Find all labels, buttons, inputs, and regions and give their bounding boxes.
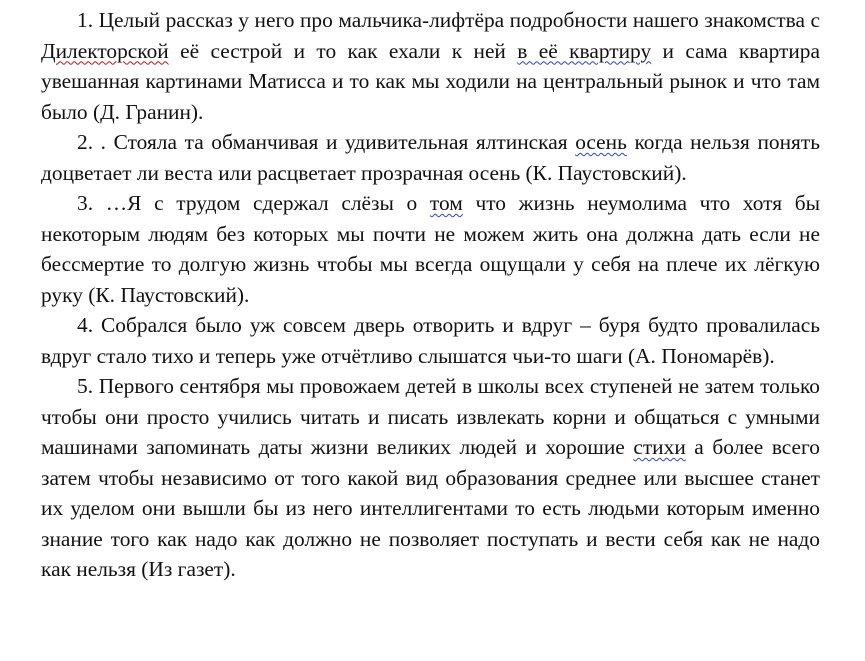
grammar-error-mark: том — [429, 191, 463, 215]
paragraph-2 — [41, 127, 820, 188]
grammar-error-mark: осень — [575, 130, 627, 154]
paragraph-3-text: …Я с трудом сдержал слёзы о — [105, 191, 430, 215]
grammar-error-mark: в её квартиру — [517, 38, 652, 63]
paragraph-1-text: Целый рассказ у него про мальчика-лифтёра подробности нашего знакомства с — [98, 8, 820, 32]
grammar-error-mark: стихи — [633, 435, 686, 459]
paragraph-5 — [41, 371, 820, 585]
paragraph-3 — [41, 188, 820, 310]
paragraph-5-text: а более всего затем чтобы независимо от того какой вид образования среднее или высшее станет их уделом они вышли бы из него интеллигентами то есть людьми которым именно знание того как надо как должно не позволяет поступать и вести себя как не надо как нельзя (Из газет). — [41, 435, 820, 581]
paragraph-3-number: 3. — [77, 191, 94, 215]
paragraph-5-text: Первого сентября мы провожаем детей в школы всех ступеней не затем только чтобы они просто учились читать и писать извлекать корни и общаться с умными машинами запоминать даты жизни великих людей и хорошие — [41, 374, 820, 459]
paragraph-3-text: что жизнь неумолима что хотя бы некоторым людям без которых мы почти не можем жить она должна дать если не бессмертие то долгую жизнь чтобы мы всегда ощущали у себя на плече их лёгкую руку (К. Паустовский). — [41, 191, 820, 307]
paragraph-1 — [41, 5, 820, 127]
paragraph-1-text: и сама квартира увешанная картинами Матисса и то как мы ходили на центральный рынок и что там было (Д. Гранин). — [41, 38, 820, 124]
paragraph-4-number: 4. — [77, 313, 94, 337]
paragraph-4 — [41, 310, 820, 371]
paragraph-1-number: 1. — [77, 8, 94, 32]
paragraph-2-number: 2. — [77, 130, 94, 154]
paragraph-1-text: её сестрой и то как ехали к ней — [168, 38, 518, 63]
paragraph-4-text: Собрался было уж совсем дверь отворить и вдруг – буря будто провалилась вдруг стало тихо и теперь уже отчётливо слышатся чьи-то шаги (А. Пономарёв). — [41, 313, 820, 368]
paragraph-2-text: . Стояла та обманчивая и удивительная ялтинская — [100, 130, 576, 154]
spelling-error-mark: Дилекторской — [41, 38, 169, 63]
paragraph-5-number: 5. — [77, 374, 94, 398]
paragraph-2-text: когда нельзя понять доцветает ли веста или расцветает прозрачная осень (К. Паустовский). — [41, 130, 820, 185]
